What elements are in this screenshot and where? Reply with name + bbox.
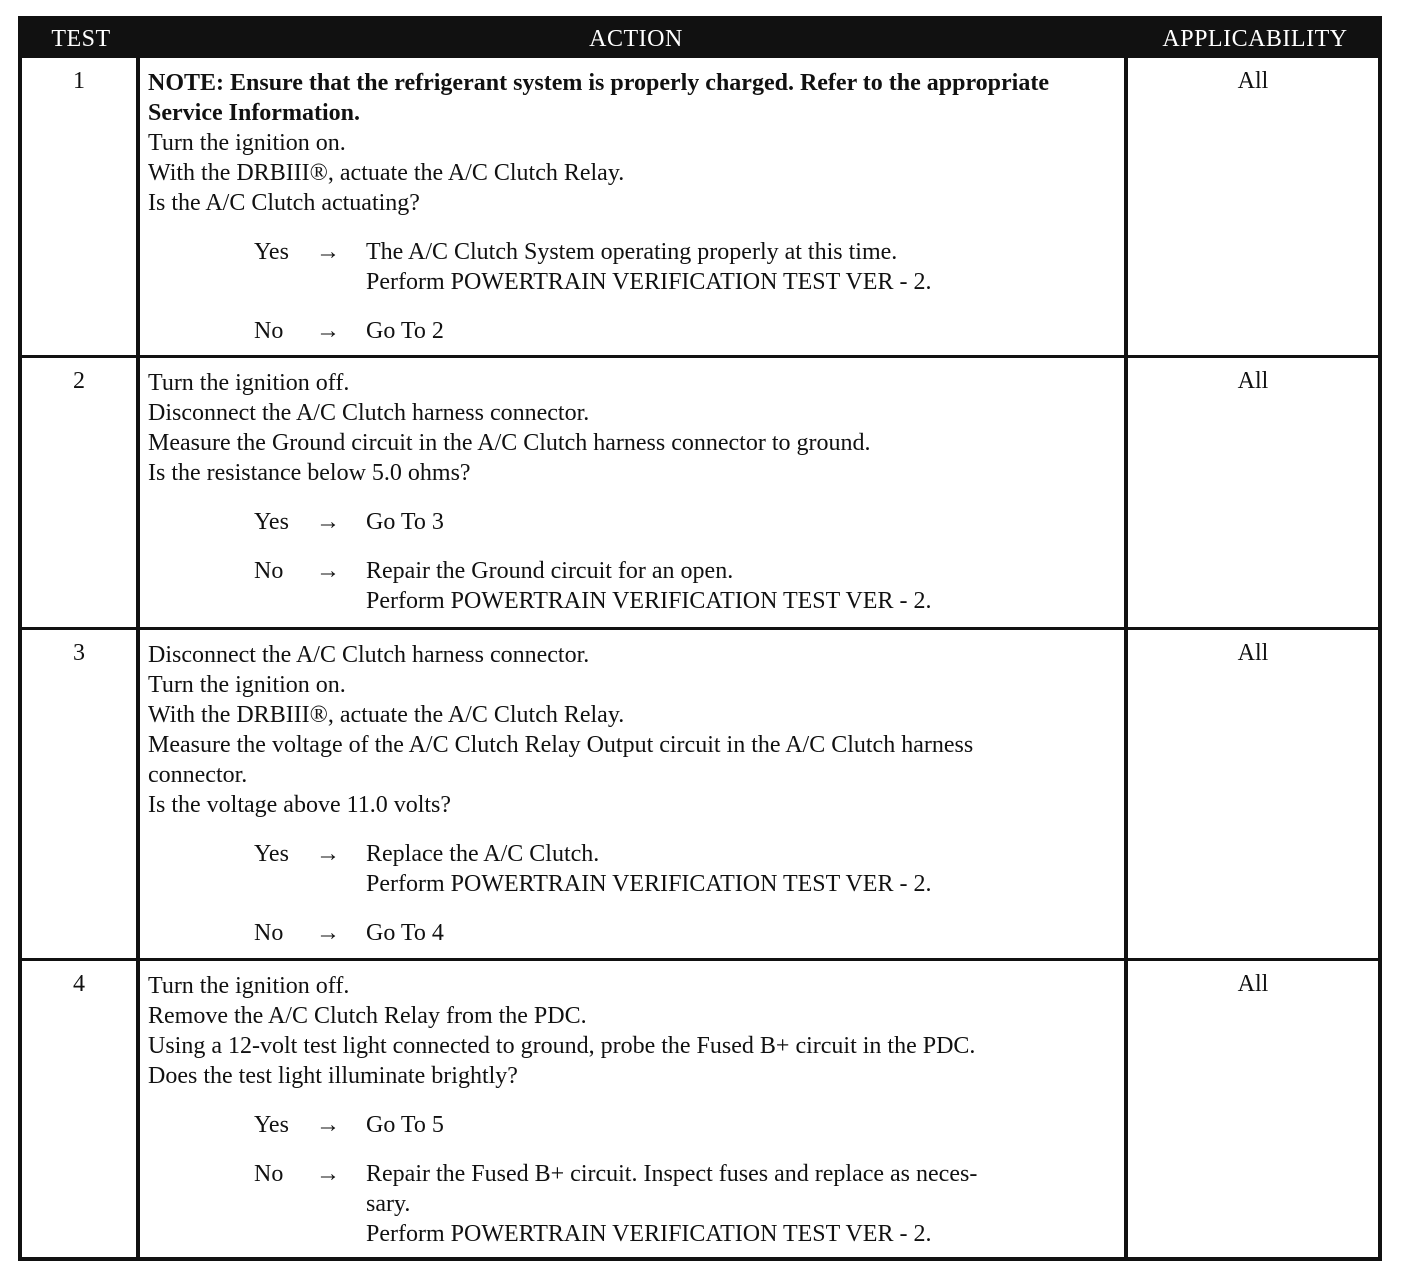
table-header xyxy=(22,20,1378,58)
note-text: NOTE: Ensure that the refrigerant system is properly charged. Refer to the appropriate Service Information. xyxy=(148,70,1049,126)
action-line: Is the A/C Clutch actuating? xyxy=(148,190,420,216)
applicability-cell: All xyxy=(1237,640,1269,666)
yes-result xyxy=(366,1110,1116,1140)
no-label: No xyxy=(254,920,284,946)
result-line: Perform POWERTRAIN VERIFICATION TEST VER - 2. xyxy=(366,1221,932,1247)
no-result xyxy=(366,316,1116,346)
result-line: Repair the Fused B+ circuit. Inspect fuses and replace as neces- xyxy=(366,1161,978,1187)
action-cell xyxy=(140,961,1128,1257)
no-label: No xyxy=(254,318,284,344)
action-line: Turn the ignition off. xyxy=(148,973,350,999)
result-line: Repair the Ground circuit for an open. xyxy=(366,558,734,584)
action-line: Disconnect the A/C Clutch harness connector. xyxy=(148,642,590,668)
action-line: Is the resistance below 5.0 ohms? xyxy=(148,460,471,486)
table-row xyxy=(22,630,1378,961)
action-cell xyxy=(140,630,1128,958)
action-line: Turn the ignition on. xyxy=(148,130,346,156)
action-cell xyxy=(140,358,1128,627)
result-line: Go To 5 xyxy=(366,1112,444,1138)
yes-label: Yes xyxy=(254,841,289,867)
no-label: No xyxy=(254,558,284,584)
action-line: Turn the ignition off. xyxy=(148,370,350,396)
table-row xyxy=(22,58,1378,358)
result-line: Go To 4 xyxy=(366,920,444,946)
yes-label: Yes xyxy=(254,1112,289,1138)
result-line: The A/C Clutch System operating properly at this time. xyxy=(366,239,898,265)
test-number: 3 xyxy=(22,630,140,958)
action-line: Remove the A/C Clutch Relay from the PDC. xyxy=(148,1003,587,1029)
yes-result xyxy=(366,839,1116,899)
no-branch xyxy=(254,1159,1116,1249)
table-row xyxy=(22,358,1378,630)
no-label: No xyxy=(254,1161,284,1187)
action-line: Disconnect the A/C Clutch harness connector. xyxy=(148,400,590,426)
action-line: Turn the ignition on. xyxy=(148,672,346,698)
arrow-icon: → xyxy=(316,841,340,867)
diagnostic-test-table xyxy=(18,16,1382,1261)
arrow-icon: → xyxy=(316,920,340,946)
result-line: Perform POWERTRAIN VERIFICATION TEST VER - 2. xyxy=(366,871,932,897)
applicability-cell: All xyxy=(1237,68,1269,94)
yes-label: Yes xyxy=(254,509,289,535)
arrow-icon: → xyxy=(316,509,340,535)
yes-branch xyxy=(254,237,1116,297)
action-line: Using a 12-volt test light connected to ground, probe the Fused B+ circuit in the PDC. xyxy=(148,1033,976,1059)
test-number: 4 xyxy=(22,961,140,1257)
no-result xyxy=(366,1159,1116,1249)
yes-branch xyxy=(254,507,1116,537)
table-row xyxy=(22,961,1378,1257)
test-number: 2 xyxy=(22,358,140,627)
arrow-icon: → xyxy=(316,1112,340,1138)
header-test: TEST xyxy=(51,25,111,52)
no-branch xyxy=(254,556,1116,616)
action-cell xyxy=(140,58,1128,355)
no-result xyxy=(366,556,1116,616)
applicability-cell: All xyxy=(1237,971,1269,997)
header-applicability: APPLICABILITY xyxy=(1162,25,1348,52)
header-action: ACTION xyxy=(589,25,683,52)
test-number: 1 xyxy=(22,58,140,355)
result-line: Go To 3 xyxy=(366,509,444,535)
result-line: Perform POWERTRAIN VERIFICATION TEST VER - 2. xyxy=(366,269,932,295)
action-line: connector. xyxy=(148,762,248,788)
arrow-icon: → xyxy=(316,1161,340,1187)
applicability-cell: All xyxy=(1237,368,1269,394)
no-branch xyxy=(254,918,1116,948)
yes-branch xyxy=(254,1110,1116,1140)
arrow-icon: → xyxy=(316,318,340,344)
arrow-icon: → xyxy=(316,558,340,584)
result-line: Go To 2 xyxy=(366,318,444,344)
action-line: Measure the Ground circuit in the A/C Clutch harness connector to ground. xyxy=(148,430,871,456)
action-line: Measure the voltage of the A/C Clutch Relay Output circuit in the A/C Clutch harness xyxy=(148,732,974,758)
no-result xyxy=(366,918,1116,948)
result-line: Replace the A/C Clutch. xyxy=(366,841,600,867)
action-line: Does the test light illuminate brightly? xyxy=(148,1063,518,1089)
action-line: With the DRBIII®, actuate the A/C Clutch Relay. xyxy=(148,160,625,186)
action-line: With the DRBIII®, actuate the A/C Clutch Relay. xyxy=(148,702,625,728)
yes-label: Yes xyxy=(254,239,289,265)
action-line: Is the voltage above 11.0 volts? xyxy=(148,792,452,818)
yes-result xyxy=(366,237,1116,297)
yes-branch xyxy=(254,839,1116,899)
yes-result xyxy=(366,507,1116,537)
arrow-icon: → xyxy=(316,239,340,265)
result-line: Perform POWERTRAIN VERIFICATION TEST VER - 2. xyxy=(366,588,932,614)
no-branch xyxy=(254,316,1116,346)
result-line: sary. xyxy=(366,1191,411,1217)
